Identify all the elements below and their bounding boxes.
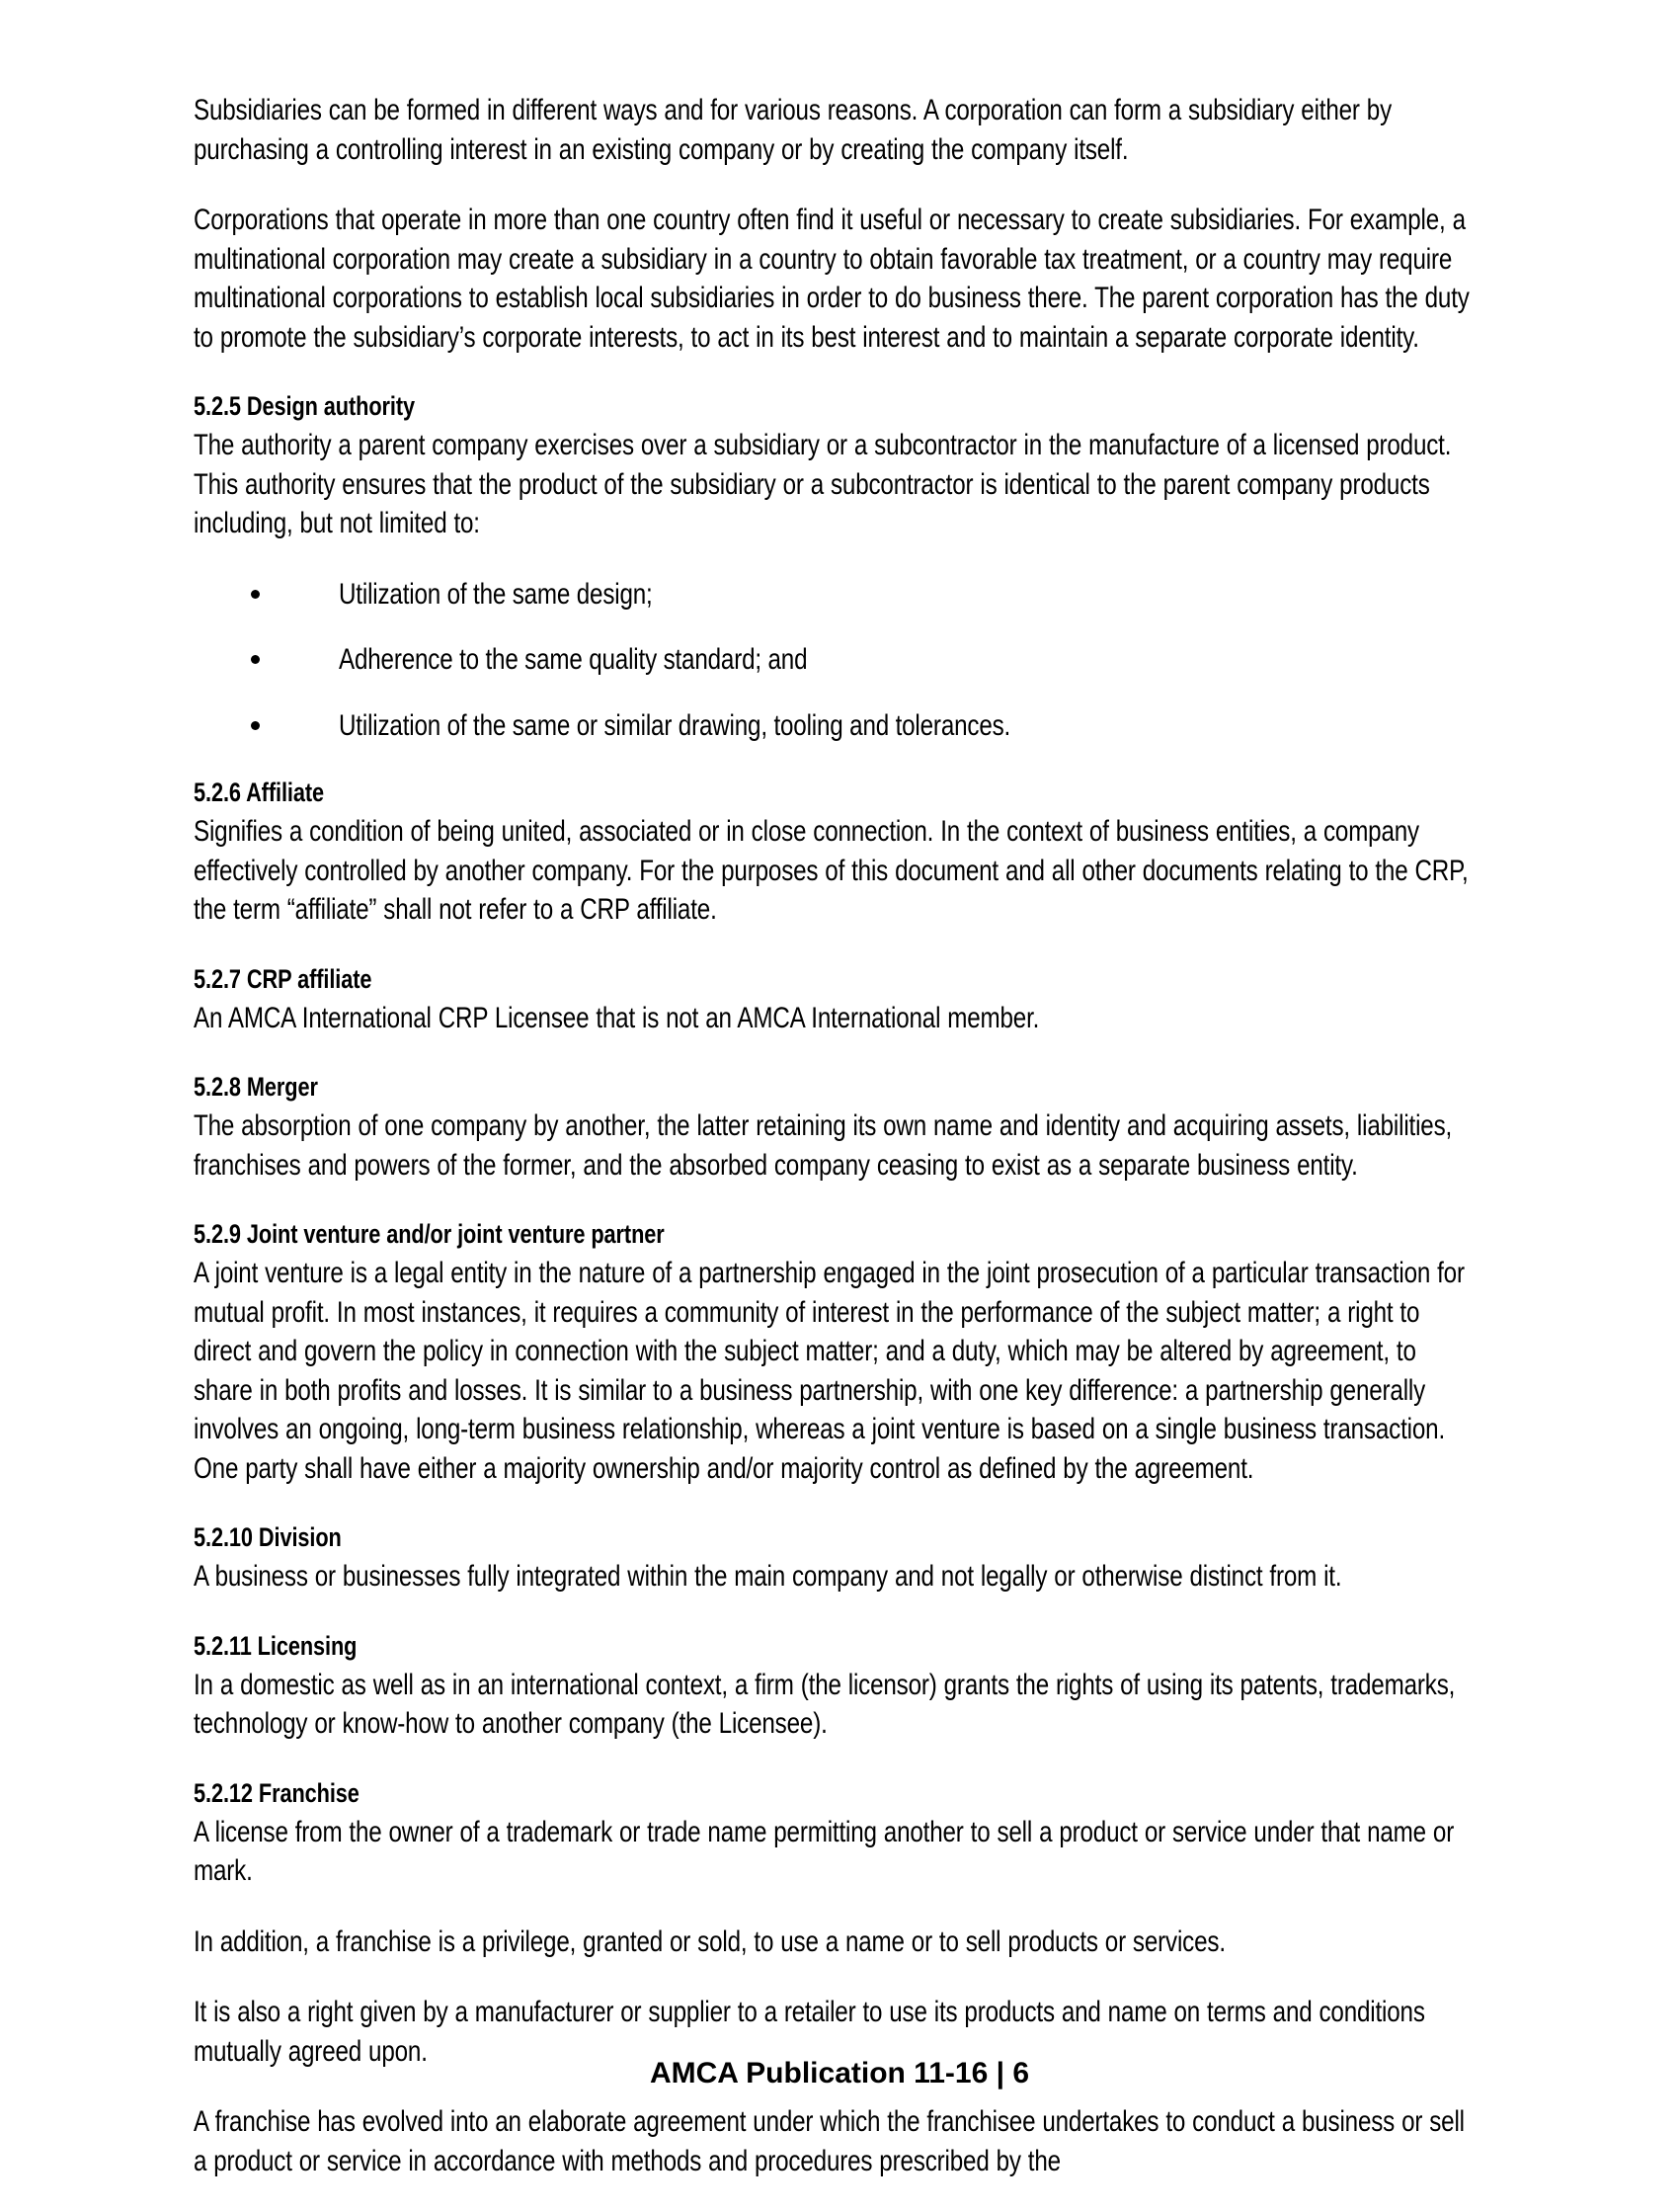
section-heading-5-2-12: 5.2.12 Franchise <box>194 1777 360 1808</box>
list-item <box>194 575 1478 614</box>
list-item-label: Adherence to the same quality standard; and <box>339 643 808 676</box>
page-content <box>194 91 1478 2212</box>
section-5-2-8 <box>194 1069 1478 1185</box>
section-heading-5-2-5: 5.2.5 Design authority <box>194 391 416 421</box>
paragraph-intro-2: Corporations that operate in more than one country often find it useful or necessary to create subsidiaries. For example, a multinational corporation may create a subsidiary in a country to obtain favorable tax treatment, or a country may require multinational corporations to establish local subsidiaries in order to do business there. The parent corporation has the duty to promote the subsidiary’s corporate interests, to act in its best interest and to maintain a separate corporate identity. <box>194 204 1470 354</box>
franchise-paragraph-4: A franchise has evolved into an elaborate agreement under which the franchisee undertakes to conduct a business or sell a product or service in accordance with methods and procedures prescribed by the <box>194 2105 1465 2177</box>
section-5-2-10 <box>194 1519 1478 1597</box>
section-body-5-2-11: In a domestic as well as in an international context, a firm (the licensor) grants the rights of using its patents, trademarks, technology or know-how to another company (the Licensee). <box>194 1668 1456 1740</box>
section-5-2-6 <box>194 775 1478 930</box>
section-5-2-11 <box>194 1628 1478 1744</box>
section-body-5-2-8: The absorption of one company by another, the latter retaining its own name and identity and acquiring assets, liabilities, franchises and powers of the former, and the absorbed company ceasing to exist as a separate business entity. <box>194 1109 1453 1182</box>
section-body-5-2-12: A license from the owner of a trademark or trade name permitting another to sell a product or service under that name or mark. <box>194 1815 1455 1887</box>
section-heading-5-2-9: 5.2.9 Joint venture and/or joint venture partner <box>194 1219 665 1249</box>
bullet-icon <box>251 655 260 664</box>
section-heading-5-2-10: 5.2.10 Division <box>194 1522 342 1552</box>
section-5-2-12 <box>194 1775 1478 2181</box>
bullet-icon <box>251 590 260 599</box>
section-heading-5-2-11: 5.2.11 Licensing <box>194 1630 358 1661</box>
paragraph-intro-1: Subsidiaries can be formed in different ways and for various reasons. A corporation can form a subsidiary either by purchasing a controlling interest in an existing company or by creating the company itself. <box>194 94 1392 166</box>
section-body-5-2-5: The authority a parent company exercises over a subsidiary or a subcontractor in the manufacture of a licensed product. This authority ensures that the product of the subsidiary or a subcontractor is identical to the parent company products including, but not limited to: <box>194 429 1452 539</box>
section-heading-5-2-6: 5.2.6 Affiliate <box>194 778 325 807</box>
section-body-5-2-9: A joint venture is a legal entity in the nature of a partnership engaged in the joint prosecution of a particular transaction for mutual profit. In most instances, it requires a community of interest in the performance of the subject matter; a right to direct and govern the policy in connection with the subject matter; and a duty, which may be altered by agreement, to share in both profits and losses. It is similar to a business partnership, with one key difference: a partnership generally involves an ongoing, long-term business relationship, whereas a joint venture is based on a single business transaction. One party shall have either a majority ownership and/or majority control as defined by the agreement. <box>194 1257 1465 1485</box>
bullet-icon <box>251 721 260 730</box>
section-heading-5-2-7: 5.2.7 CRP affiliate <box>194 963 372 994</box>
section-body-5-2-6: Signifies a condition of being united, associated or in close connection. In the context of business entities, a company effectively controlled by another company. For the purposes of this document and all other documents relating to the CRP, the term “affiliate” shall not refer to a CRP affiliate. <box>194 815 1469 926</box>
section-5-2-7 <box>194 961 1478 1038</box>
section-heading-5-2-8: 5.2.8 Merger <box>194 1072 318 1102</box>
list-item-label: Utilization of the same design; <box>339 577 653 611</box>
section-body-5-2-7: An AMCA International CRP Licensee that is not an AMCA International member. <box>194 1001 1040 1034</box>
page-footer: AMCA Publication 11-16 | 6 <box>649 2057 1030 2089</box>
franchise-paragraph-3: It is also a right given by a manufacturer or supplier to a retailer to use its products and name on terms and conditions mutually agreed upon. <box>194 1996 1425 2068</box>
franchise-paragraph-2: In addition, a franchise is a privilege, granted or sold, to use a name or to sell products or services. <box>194 1925 1226 1958</box>
design-authority-bullet-list <box>194 575 1478 746</box>
section-5-2-5 <box>194 388 1478 745</box>
list-item <box>194 640 1478 680</box>
list-item-label: Utilization of the same or similar drawing, tooling and tolerances. <box>339 708 1011 742</box>
list-item <box>194 706 1478 746</box>
section-body-5-2-10: A business or businesses fully integrated within the main company and not legally or otherwise distinct from it. <box>194 1560 1342 1593</box>
section-5-2-9 <box>194 1216 1478 1488</box>
